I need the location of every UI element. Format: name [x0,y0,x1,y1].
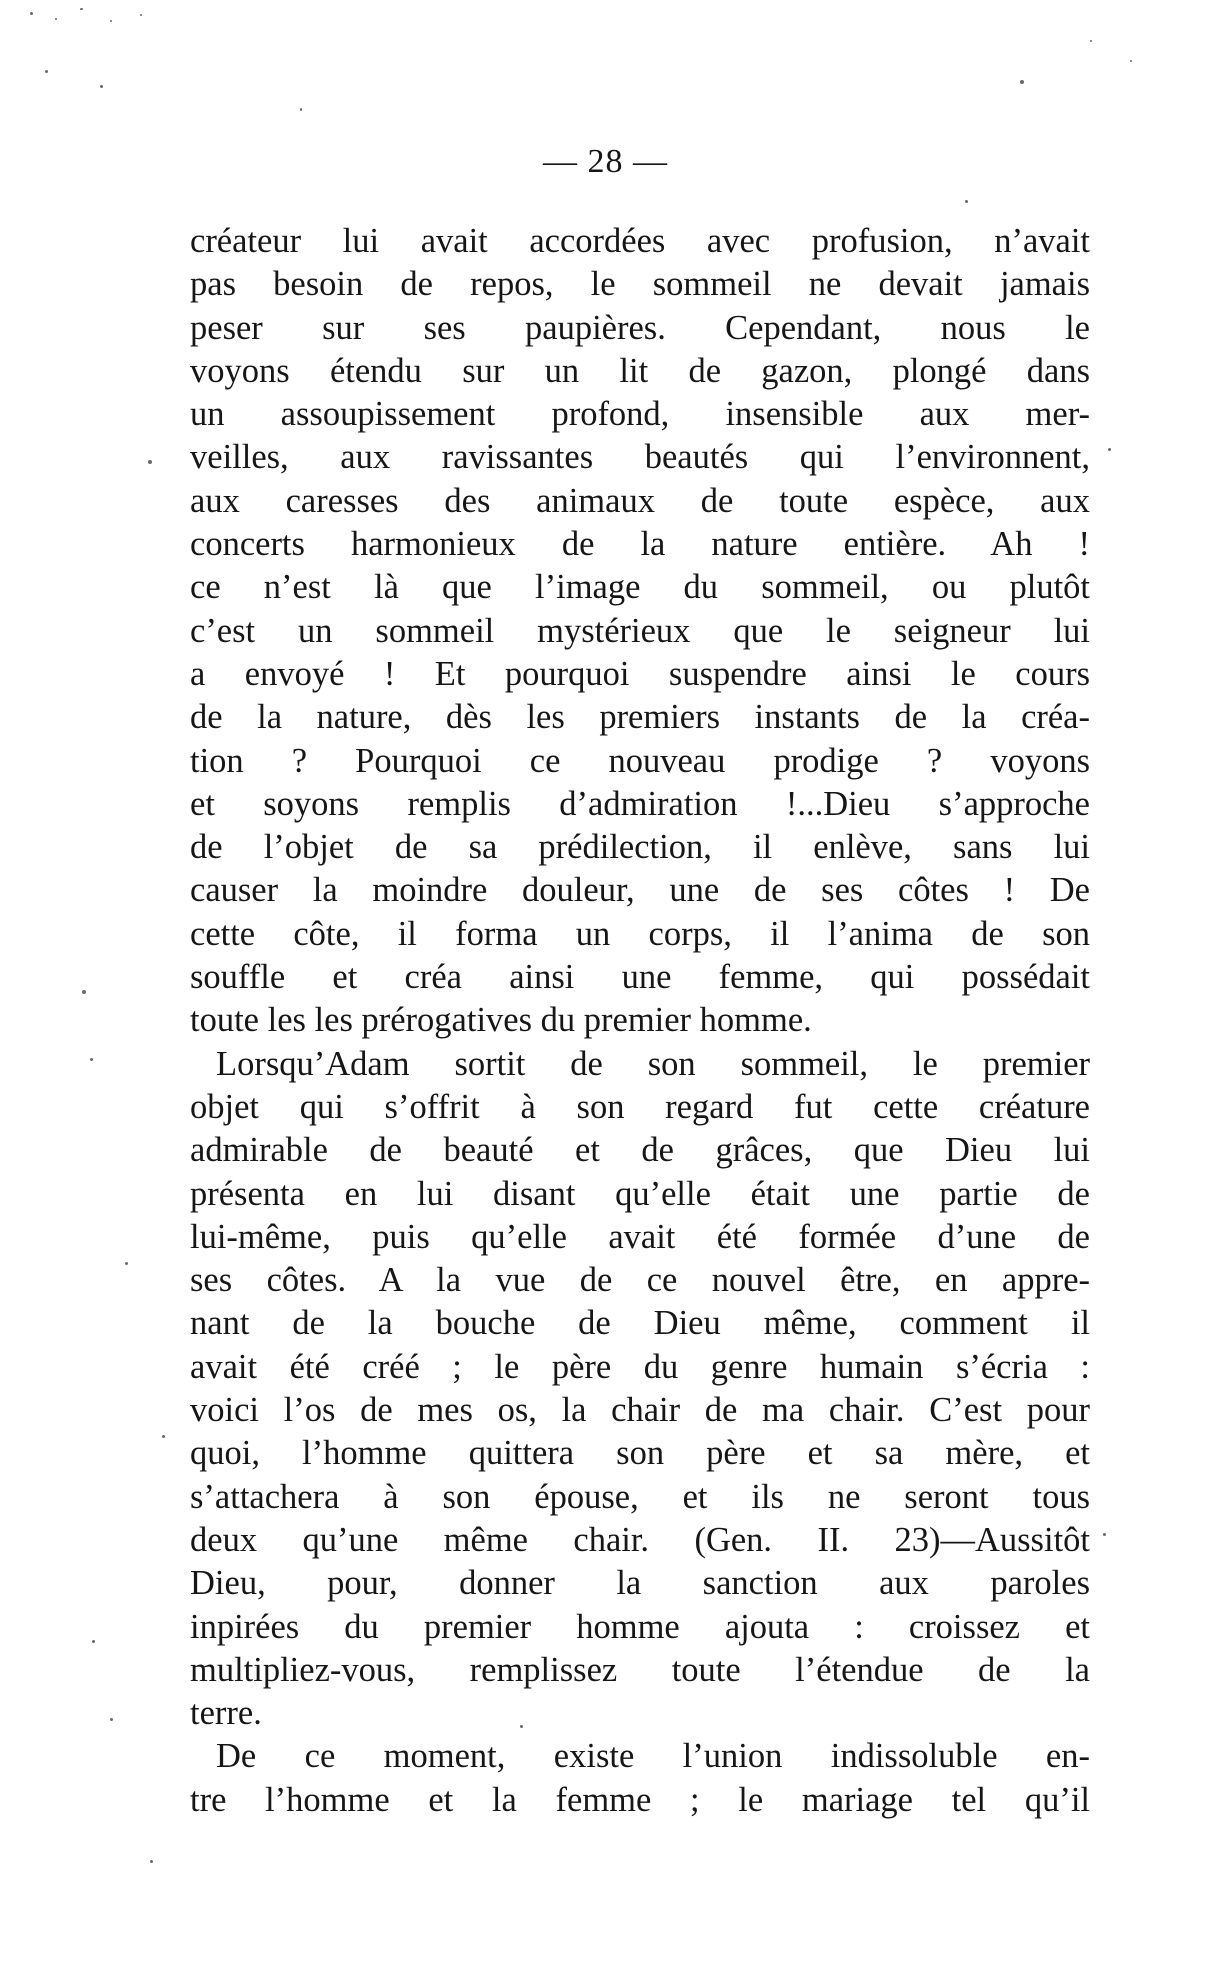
text-line: causer la moindre douleur, une de ses côtes ! De [190,871,1090,910]
text-line: voici l’os de mes os, la chair de ma chair. C’est pour [190,1391,1090,1430]
scan-speck [110,1718,113,1721]
scan-speck [148,460,152,464]
text-line: et soyons remplis d’admiration !...Dieu s’approche [190,784,1090,823]
text-line: deux qu’une même chair. (Gen. II. 23)—Aussitôt [190,1520,1090,1559]
scan-speck [162,1435,165,1438]
text-line: tion ? Pourquoi ce nouveau prodige ? voyons [190,741,1090,780]
text-line: inpirées du premier homme ajouta : croissez et [190,1607,1090,1646]
text-line: Lorsqu’Adam sortit de son sommeil, le premier [216,1044,1090,1083]
text-line: cette côte, il forma un corps, il l’anima de son [190,914,1090,953]
text-line: de l’objet de sa prédilection, il enlève, sans lui [190,828,1090,867]
text-line: nant de la bouche de Dieu même, comment il [190,1304,1090,1343]
scan-speck [55,18,57,20]
text-line: concerts harmonieux de la nature entière. Ah ! [190,525,1090,564]
text-line: c’est un sommeil mystérieux que le seigneur lui [190,611,1090,650]
text-line: a envoyé ! Et pourquoi suspendre ainsi le cours [190,654,1090,693]
scan-speck [110,20,112,22]
scan-speck [45,70,48,73]
text-line: pas besoin de repos, le sommeil ne devait jamais [190,265,1090,304]
text-line: avait été créé ; le père du genre humain s’écria : [190,1347,1090,1386]
scan-speck [1090,40,1092,42]
page-number: — 28 — [543,143,668,180]
text-line: aux caresses des animaux de toute espèce, aux [190,481,1090,520]
text-line: souffle et créa ainsi une femme, qui possédait [190,958,1090,997]
text-line: toute les les prérogatives du premier homme. [190,1001,812,1040]
text-line: admirable de beauté et de grâces, que Dieu lui [190,1131,1090,1170]
scan-speck [140,14,142,16]
text-line: un assoupissement profond, insensible aux mer- [190,395,1090,434]
text-line: ses côtes. A la vue de ce nouvel être, en appre- [190,1261,1090,1300]
text-line: peser sur ses paupières. Cependant, nous le [190,308,1090,347]
text-line: ce n’est là que l’image du sommeil, ou plutôt [190,568,1090,607]
scan-speck [82,990,86,994]
scan-speck [92,1640,95,1643]
scan-speck [30,12,33,15]
text-line: de la nature, dès les premiers instants de la créa- [190,698,1090,737]
text-line: Dieu, pour, donner la sanction aux paroles [190,1564,1090,1603]
text-line: tre l’homme et la femme ; le mariage tel qu’il [190,1780,1090,1819]
text-line: quoi, l’homme quittera son père et sa mère, et [190,1434,1090,1473]
scan-speck [100,85,103,88]
scan-speck [1020,80,1024,84]
scan-speck [80,8,83,10]
text-line: De ce moment, existe l’union indissoluble en- [216,1737,1090,1776]
scan-speck [1130,60,1132,62]
text-line: veilles, aux ravissantes beautés qui l’environnent, [190,438,1090,477]
scan-speck [125,1262,128,1265]
text-line: lui-même, puis qu’elle avait été formée d’une de [190,1217,1090,1256]
scan-speck [90,1058,93,1061]
scan-speck [965,200,968,203]
text-line: objet qui s’offrit à son regard fut cette créature [190,1087,1090,1126]
scan-speck [300,108,302,111]
text-line: voyons étendu sur un lit de gazon, plongé dans [190,351,1090,390]
text-line: créateur lui avait accordées avec profusion, n’avait [190,222,1090,260]
scan-speck [150,1860,153,1863]
body-text [190,220,1090,1822]
scan-speck [1103,1533,1106,1536]
text-line: présenta en lui disant qu’elle était une partie de [190,1174,1090,1213]
text-line: s’attachera à son épouse, et ils ne seront tous [190,1477,1090,1516]
text-line: multipliez-vous, remplissez toute l’étendue de la [190,1650,1090,1689]
scan-speck [1108,448,1111,451]
text-line: terre. [190,1694,262,1733]
